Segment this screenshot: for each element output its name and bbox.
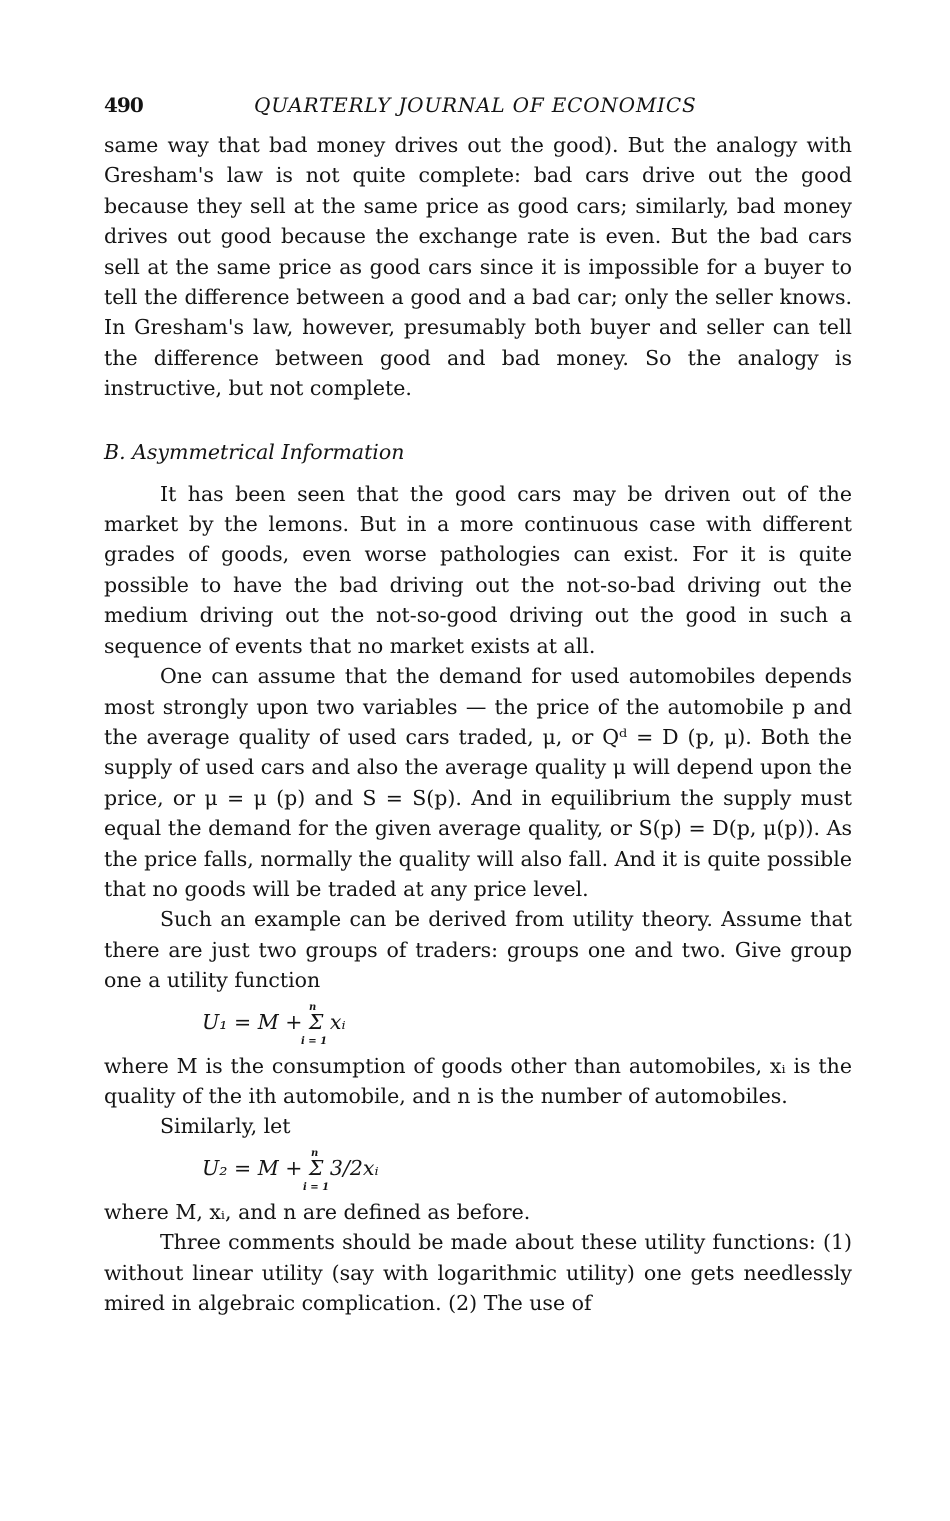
- section-heading: B. Asymmetrical Information: [104, 439, 405, 464]
- paragraph-lemons-pathologies: It has been seen that the good cars may be driven out of the market by the lemons. But in a more continuous case with different grades of goods, even worse pathologies can exist. For it is quite possible to have the bad driving out the not-so-bad driving out the medium driving out the not-so-good driving out the good in such a sequence of events that no market exists at all.: [104, 481, 852, 658]
- equation-2: U₂ = M + Σ 3/2xᵢ: [202, 1155, 379, 1180]
- equation-2-lower-limit: i = 1: [303, 1181, 330, 1193]
- equation-utility-group-one: [104, 996, 852, 1051]
- paragraph-three-comments: Three comments should be made about these utility functions: (1) without linear utility (say with logarithmic utility) one gets needlessly mired in algebraic complication. (2) The use of: [104, 1230, 852, 1315]
- paragraph-similarly: Similarly, let: [160, 1114, 291, 1139]
- paragraph-definitions: where M is the consumption of goods other than automobiles, xᵢ is the quality of the ith automobile, and n is the number of automobiles.: [104, 1053, 852, 1108]
- equation-1-upper-limit: n: [309, 1001, 317, 1013]
- equation-1: U₁ = M + Σ xᵢ: [202, 1009, 346, 1034]
- paragraph-gresham-analogy: same way that bad money drives out the good). But the analogy with Gresham's law is not quite complete: bad cars drive out the good because they sell at the same price as good cars; similarly, bad money drives out good because the exchange rate is even. But the bad cars sell at the same price as good cars since it is impossible for a buyer to tell the difference between a good and a bad car; only the seller knows. In Gresham's law, however, presumably both buyer and seller can tell the difference between good and bad money. So the analogy is instructive, but not complete.: [104, 133, 852, 401]
- equation-utility-group-two: [104, 1142, 852, 1197]
- running-header: [104, 90, 852, 120]
- journal-title: QUARTERLY JOURNAL OF ECONOMICS: [254, 93, 697, 117]
- page: [104, 90, 852, 1318]
- page-number: 490: [104, 93, 143, 117]
- equation-2-upper-limit: n: [311, 1147, 319, 1159]
- paragraph-utility-example: Such an example can be derived from utility theory. Assume that there are just two groups of traders: groups one and two. Give group one a utility function: [104, 907, 852, 993]
- paragraph-demand-model: One can assume that the demand for used automobiles depends most strongly upon two variables — the price of the automobile p and the average quality of used cars traded, μ, or Qᵈ = D (p, μ). Both the supply of used cars and also the average quality μ will depend upon the price, or μ = μ (p) and S = S(p). And in equilibrium the supply must equal the demand for the given average quality, or S(p) = D(p, μ(p)). As the price falls, normally the quality will also fall. And it is quite possible that no goods will be traded at any price level.: [104, 664, 852, 901]
- equation-1-lower-limit: i = 1: [301, 1035, 328, 1047]
- paragraph-defined-before: where M, xᵢ, and n are defined as before.: [104, 1199, 531, 1224]
